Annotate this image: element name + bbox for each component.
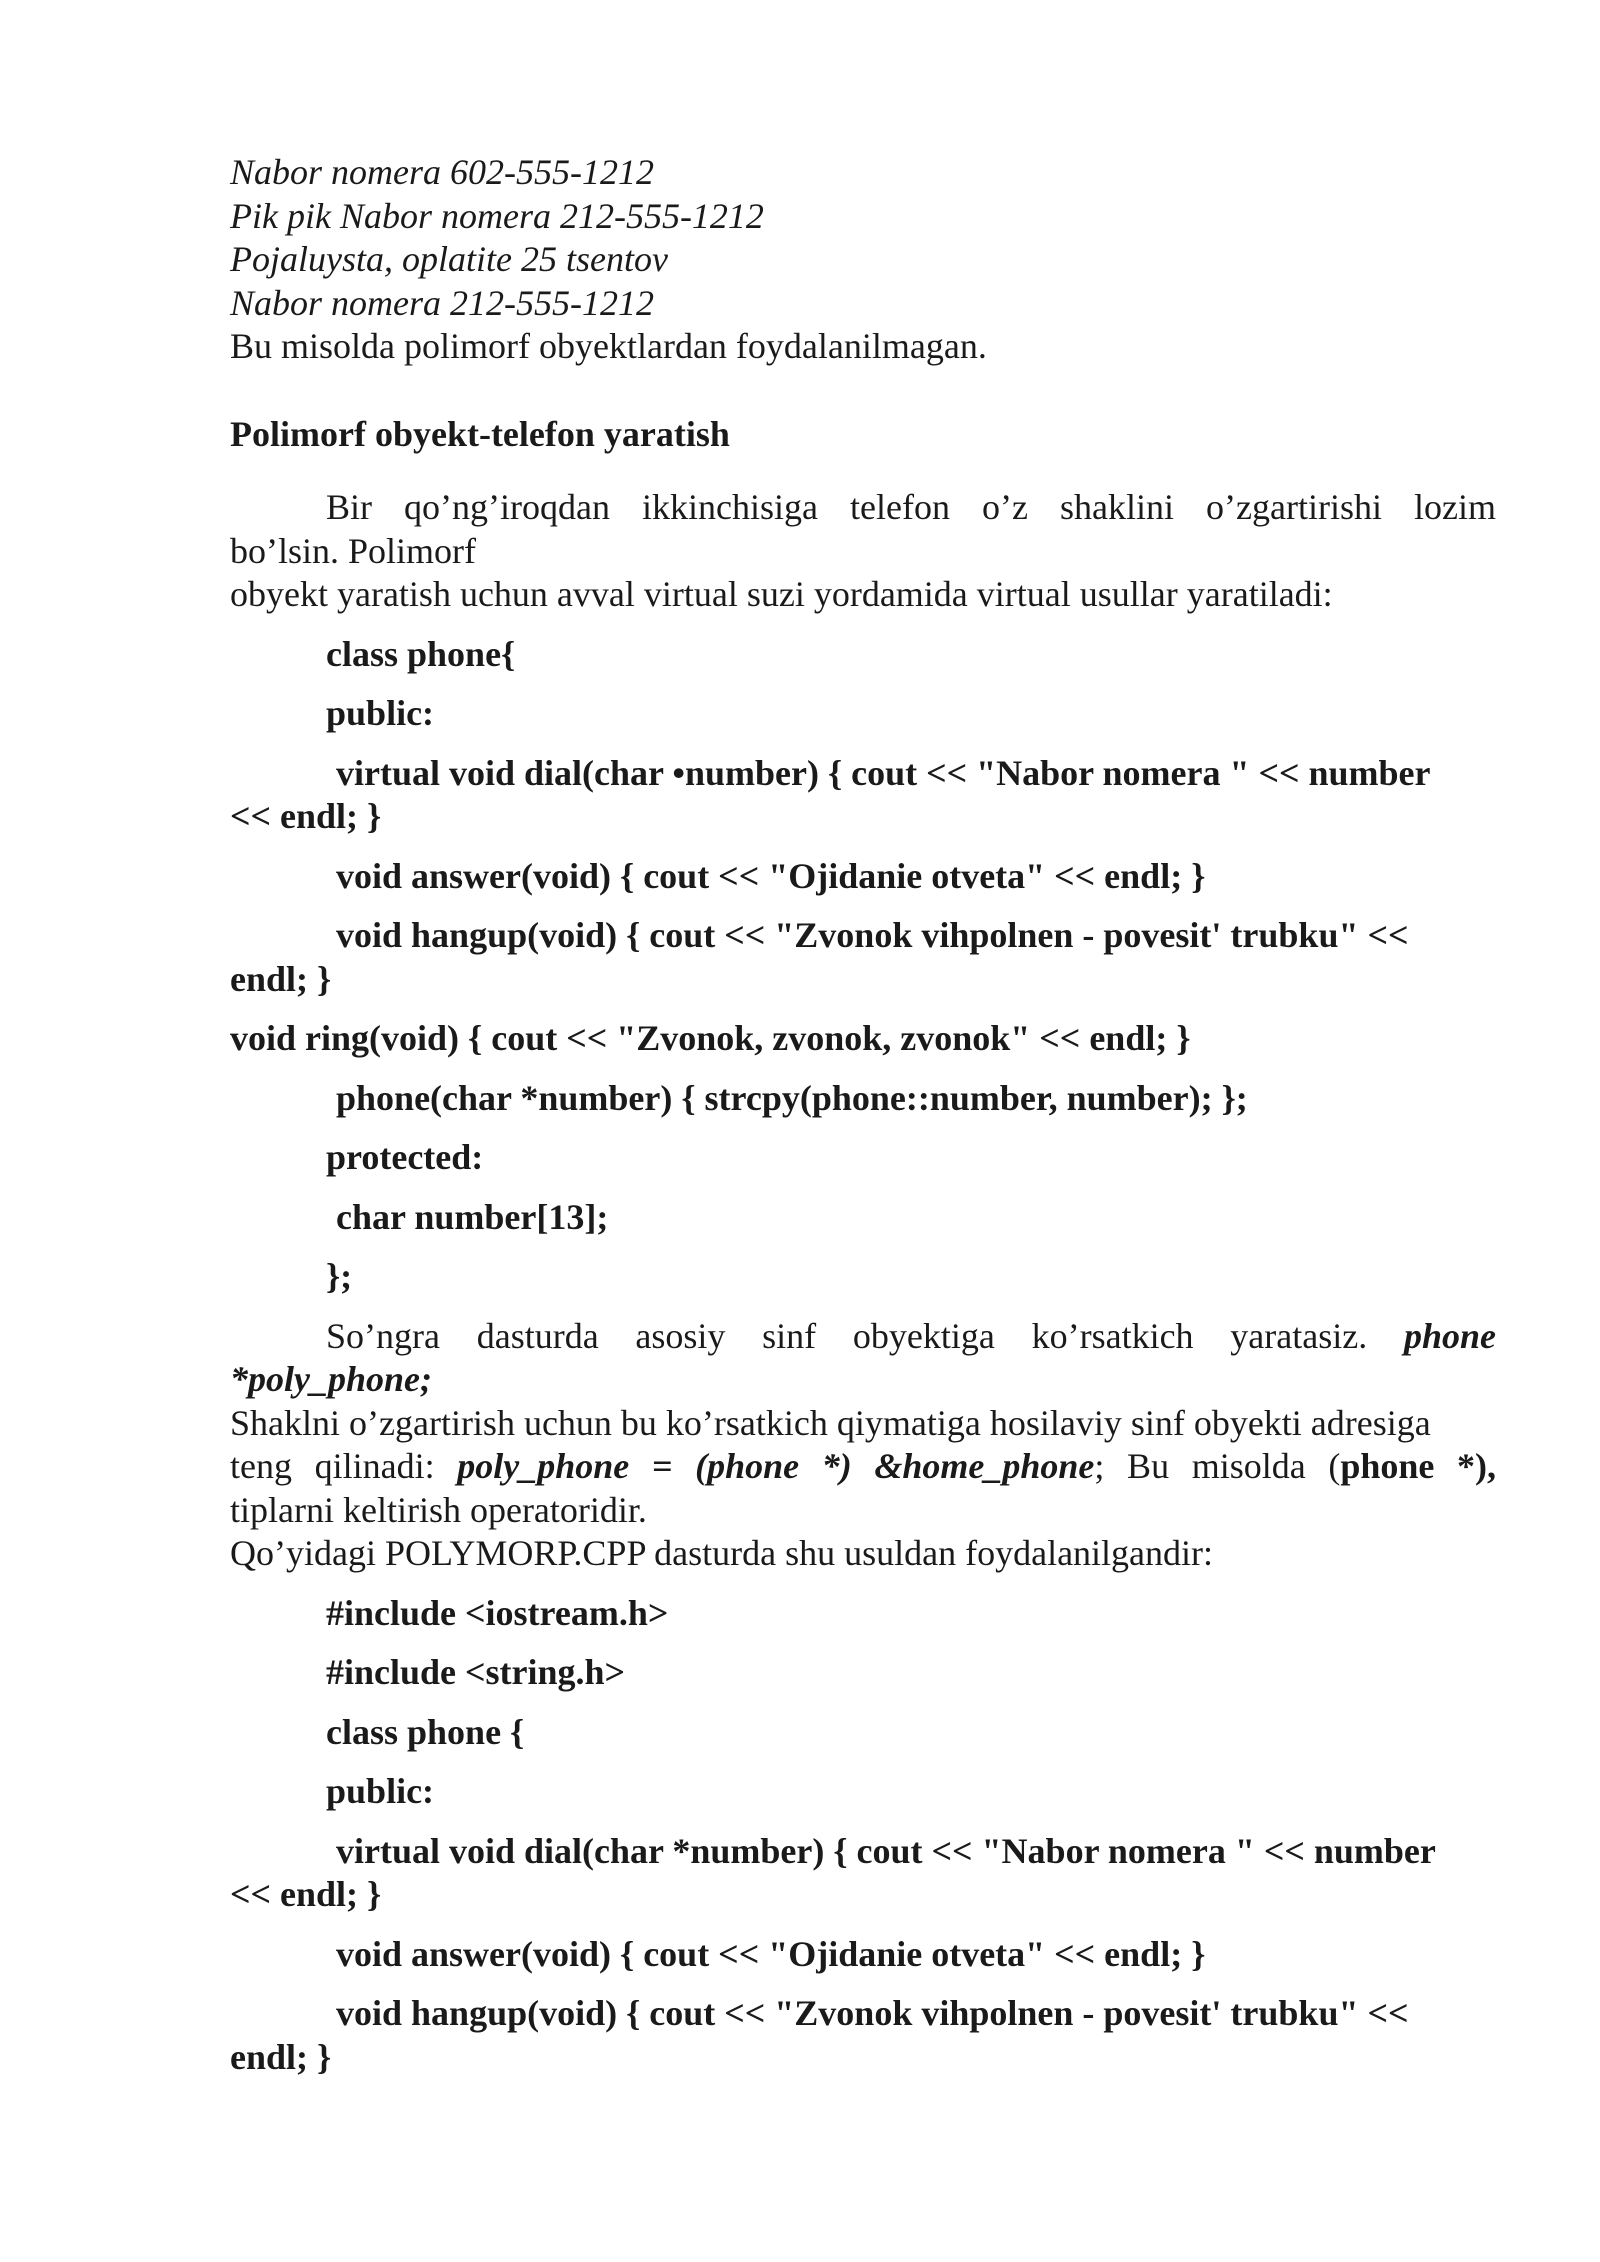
- paragraph-text: teng qilinadi:: [230, 1446, 435, 1486]
- code-line: public:: [326, 1771, 435, 1811]
- paragraph-line: [230, 1445, 1496, 1489]
- code-line: };: [326, 1256, 353, 1296]
- code-line: protected:: [326, 1137, 484, 1177]
- code-line: virtual void dial(char *number) { cout << "Nabor nomera " << number: [336, 1830, 1436, 1871]
- code-line: phone(char *number) { strcpy(phone::number, number); };: [336, 1077, 1248, 1118]
- code-line: public:: [326, 693, 435, 733]
- paragraph-text: ; Bu misolda (: [1094, 1446, 1341, 1486]
- paragraph-pointer: [230, 1315, 1496, 1576]
- intro-output-block: [230, 151, 1496, 369]
- paragraph-line: Qo’yidagi POLYMORP.CPP dasturda shu usuldan foydalanilgandir:: [230, 1533, 1214, 1573]
- paragraph-line: obyekt yaratish uchun avval virtual suzi yordamida virtual usullar yaratiladi:: [230, 574, 1333, 614]
- code-line: void hangup(void) { cout << "Zvonok vihpolnen - povesit' trubku" <<: [336, 1993, 1409, 2033]
- paragraph-line: tiplarni keltirish operatoridir.: [230, 1489, 647, 1530]
- paragraph-line: Bir qo’ng’iroqdan ikkinchisiga telefon o’z shaklini o’zgartirishi lozim: [326, 487, 1496, 527]
- intro-note: Bu misolda polimorf obyektlardan foydalanilmagan.: [230, 326, 987, 366]
- paragraph-line: [230, 1315, 1496, 1359]
- code-line: #include <string.h>: [326, 1652, 626, 1692]
- output-line: Pojaluysta, oplatite 25 tsentov: [230, 239, 668, 279]
- code-line: char number[13];: [336, 1196, 609, 1237]
- inline-code: phone *),: [1340, 1446, 1497, 1486]
- code-line: void ring(void) { cout << "Zvonok, zvonok, zvonok" << endl; }: [230, 1018, 1191, 1058]
- code-line: #include <iostream.h>: [326, 1592, 669, 1633]
- code-line: void answer(void) { cout << "Ojidanie otveta" << endl; }: [336, 855, 1206, 896]
- paragraph-line: bo’lsin. Polimorf: [230, 530, 477, 571]
- code-line: class phone{: [326, 633, 516, 674]
- paragraph-intro: [230, 486, 1496, 617]
- inline-code: phone: [1403, 1315, 1496, 1356]
- paragraph-line: Shaklni o’zgartirish uchun bu ko’rsatkich qiymatiga hosilaviy sinf obyekti adresiga: [230, 1402, 1431, 1443]
- code-line: void hangup(void) { cout << "Zvonok vihpolnen - povesit' trubku" <<: [336, 915, 1409, 955]
- code-line: virtual void dial(char •number) { cout << "Nabor nomera " << number: [336, 752, 1431, 793]
- code-line: class phone {: [326, 1711, 525, 1752]
- code-line: << endl; }: [230, 1874, 382, 1914]
- output-line: Pik pik Nabor nomera 212-555-1212: [230, 195, 764, 236]
- paragraph-text: So’ngra dasturda asosiy sinf obyektiga ko’rsatkich yaratasiz.: [326, 1315, 1368, 1356]
- code-line: << endl; }: [230, 796, 382, 836]
- code-block-2: [230, 1592, 1496, 2080]
- code-line: endl; }: [230, 958, 332, 999]
- document-body: [230, 151, 1496, 2079]
- code-line: void answer(void) { cout << "Ojidanie otveta" << endl; }: [336, 1933, 1206, 1974]
- inline-code: poly_phone = (phone *) &home_phone: [457, 1446, 1095, 1486]
- output-line: Nabor nomera 212-555-1212: [230, 282, 654, 323]
- code-block-1: [230, 633, 1496, 1299]
- section-heading: Polimorf obyekt-telefon yaratish: [230, 413, 730, 454]
- code-line: endl; }: [230, 2036, 332, 2077]
- output-line: Nabor nomera 602-555-1212: [230, 152, 654, 192]
- inline-code: *poly_phone;: [230, 1359, 432, 1399]
